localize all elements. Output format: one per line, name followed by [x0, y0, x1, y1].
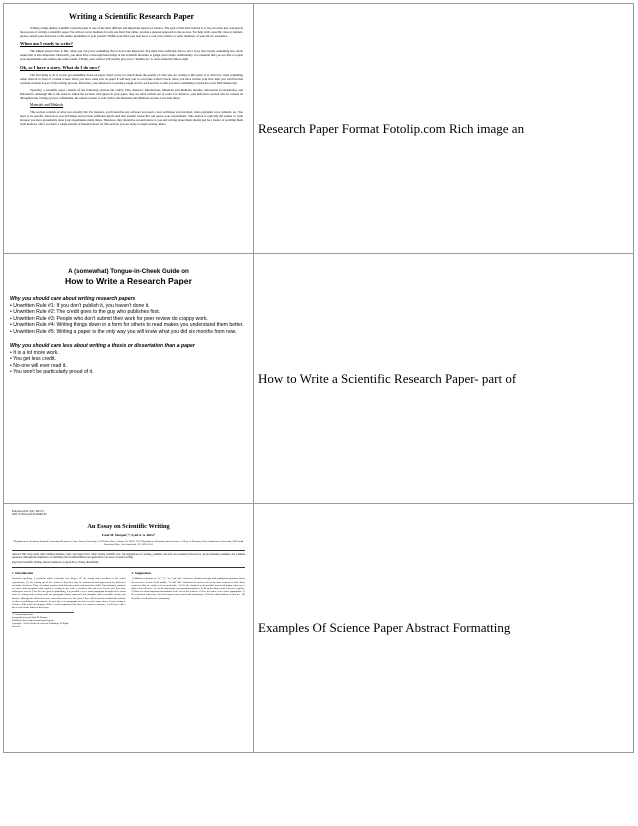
footnote: fmorgan@emory.edu (Fatal M. Morgan): [12, 617, 48, 620]
doc-columns: [12, 570, 245, 628]
image-results-list: [3, 3, 634, 753]
doc-journal-meta: Education 2014, 4(2): 109-115: [12, 510, 44, 513]
doc-authors: Fatal M. Morgan¹,*, Syed A. A. Rizvi²: [102, 532, 155, 537]
doc-list-item: • Unwritten Rule #1: If you don't publish it, you haven't done it.: [10, 303, 150, 309]
doc-doi: DOI: 10.5923/j.edu.20140402.06: [12, 513, 47, 517]
doc-list-item: • You get less credit.: [10, 356, 56, 363]
doc-paragraph: Typically, a scientific paper consists of the following sections (in order): Title, Abstract, Introduction, Materials and Methods, Results, Discussion (Conclusions), and References. Although this is the order in which the sections will appear in your paper, they are often written out of order. For instance, your Reference section will be worked on throughout the writing process. Oftentimes, the easiest section to start with is the Materials and Methods section. Let's start there.: [20, 87, 243, 101]
doc-paragraph: This section consists of what you actually did. For instance, you'll describe any software you used, a new technique you invented, what organisms were cultured, etc. You need to be specific about how you did things and provide sufficient detail such that another researcher can repeat your experiments. This section is typically the easiest to write because you have presumably done your experiments many times. Therefore, they should be second nature to you and writing about them should just be a matter of recalling them from memory. Once you have a rough amount of material down for this section, you are ready to begin writing others.: [20, 110, 243, 127]
doc-heading: 1. Introduction: [12, 571, 34, 576]
doc-section-heading: Why you should care about writing research papers: [10, 296, 136, 302]
doc-list-item: • Unwritten Rule #4: Writing things down in a form for others to read makes you understand them better.: [10, 322, 244, 329]
result-row[interactable]: [3, 503, 634, 753]
doc-paragraph: Writing a high-quality scientific research paper is one of the most difficult and important aspects of science. The goal of this brief tutorial is to lay out some key concepts in the process of writing a scientific paper. We will not cover methods for any one field; but rather, provide a general approach to the process. For help with a specific class or formats, please consult your instructor or the author guidelines of your journal. Within your field your best bet is to ask your advisor or other members of your lab for assistance.: [20, 26, 243, 39]
doc-title: An Essay on Scientific Writing: [87, 522, 170, 530]
footnote: * Corresponding author:: [12, 614, 34, 617]
footnote: Copyright © 2014 Scientific & Academic Publishing. All Rights Reserved: [12, 622, 69, 628]
doc-list-item: • You won't be particularly proud of it.: [10, 369, 94, 376]
doc-body: Scientific speaking, a scientific article embodies two stages: (1) the design and execution of the actual experiments; (2) the writing up of the results so that they may be understood and appreciated by interested scientists elsewhere. Thus, chemistry requires both laboratory and communication skills. Unfortunately, students are often under-prepared with regard to writing in the sense a problem that can reveal itself well into their subsequent careers. Like the lone goal of publishing, it is possible even a small paragraph brought out to stand most of writing and revising until the paragraph finally expressed our thoughts with reasonable clarity and brevity. Although the task has become somewhat easier over the years, I have still devoted a considerable amount of time to polishing each sentence. In fact this very paragraph has been revised many times. Good writing is clearly a skill worth developing. While I would emphasize that there is a sentence structure, I will close with a brief word on the limits of this essay.: [12, 577, 126, 610]
doc-section-heading: Why you should care less about writing a thesis or dissertation than a paper: [10, 343, 195, 350]
thumbnail-how-to-write-research-paper[interactable]: [4, 254, 254, 503]
doc-title: How to Write a Research Paper: [65, 276, 192, 286]
doc-affiliations: ¹Department of Chemistry, Stanford's Associated Resources Center, Emory University, 1515 Dickey Drive, Atlanta, GA 30322, USA ²Department of Pharmaceutical Sciences, College of Pharmacy, Nova Southeastern University, 3200 South University Drive, Fort Lauderdale, FL 33328, USA: [13, 539, 244, 546]
footnote: Published online at http://journal.sapub.org/edu: [12, 620, 54, 623]
doc-column-right: [132, 570, 246, 628]
doc-column-left: [12, 570, 126, 628]
doc-paragraph: The simple answer here is this: when you can prove something that is novel and important. You must have sufficient data to tell a story that reveals something new about nature that is also important. Obviously, you must have a thorough knowledge of the available literature to gauge your results. Additionally, it is essential that you are able to repeat your experiments and achieve the same results. Finally, your advisor will usually give you a "thumbs up" to write when the time is right.: [20, 49, 243, 62]
thumbnail-scientific-essay[interactable]: [4, 504, 254, 752]
doc-title: Writing a Scientific Research Paper: [68, 12, 195, 21]
divider: [12, 550, 245, 551]
result-caption[interactable]: Research Paper Format Fotolip.com Rich image an: [258, 120, 525, 136]
doc-list-item: • It is a lot more work.: [10, 350, 59, 357]
result-row[interactable]: [3, 253, 634, 503]
doc-list-item: • Unwritten Rule #2: The credit goes to the guy who publishes first.: [10, 309, 161, 316]
doc-heading: 2. Suggestions: [131, 571, 152, 576]
doc-heading: Ok, so I have a story. What do I do now?: [20, 64, 100, 70]
doc-abstract: Abstract This essay deals with common mistakes, style, and logical flow when writing scientific text. Ten suggestions for writing, grammar and style are presented followed by ten proofreading examples and common questions. Although the emphasis is on chemistry, the recommendations are applicable to all areas of science writing.: [12, 552, 245, 560]
result-caption[interactable]: Examples Of Science Paper Abstract Formatting: [258, 620, 511, 635]
doc-paragraph: The first thing to do is to just get something down on paper. Don't worry too much about the quality of what you are writing at this point. It is critical to write something rather than sit in front of a blank screen. Once you have some text on paper it will help you to overcome writer's block. Once you have written your first draft you will find that constant revision is part of the writing process. Therefore, your mission is to produce rough text for each section so that you have something to mold into your final manuscript.: [20, 72, 243, 85]
doc-keywords: Keywords Scientific Writing, Shorter Sentences, Logical Flow, Variety, Readability: [12, 561, 99, 565]
doc-body: 1) Maintain a balance of "is", "it", "we" and "the": Sentences should not begin with ambiguous pronouns unless the reference is clear. In the middle, "it" and "this" should not be used to refer to an entire sentence or idea. Short sentences that are easily read are preferable. 2) Use the simplest word possible and avoid jargon whenever a plain word will serve. 3) Avoid long strings of prepositional phrases. 4) Keep the subject and verb close together. 5) Place the most important information at the end of the sentence. 6) Use the active voice where appropriate. 7) Be consistent with tense. 8) Avoid unnecessary words and redundancy. 9) Define abbreviations at first use. 10) Read the text aloud before submitting.: [131, 577, 245, 600]
doc-footnotes: [12, 612, 74, 628]
doc-list-item: • Unwritten Rule #5: Writing a paper is the only way you will know what you did six months from now.: [10, 328, 237, 335]
doc-subheading: Materials and Methods: [30, 103, 64, 108]
doc-pretitle: A (somewhat) Tongue-in-Cheek Guide on: [68, 268, 189, 275]
result-caption[interactable]: How to Write a Scientific Research Paper- part of: [258, 370, 517, 386]
doc-heading: When am I ready to write?: [20, 41, 73, 47]
doc-list-item: • Unwritten Rule #3: People who don't submit their work for peer review do crappy work.: [10, 315, 208, 322]
result-row[interactable]: [3, 3, 634, 253]
thumbnail-research-paper-format[interactable]: [4, 4, 254, 253]
doc-list-item: • No-one will ever read it.: [10, 362, 67, 369]
divider: [12, 567, 245, 568]
